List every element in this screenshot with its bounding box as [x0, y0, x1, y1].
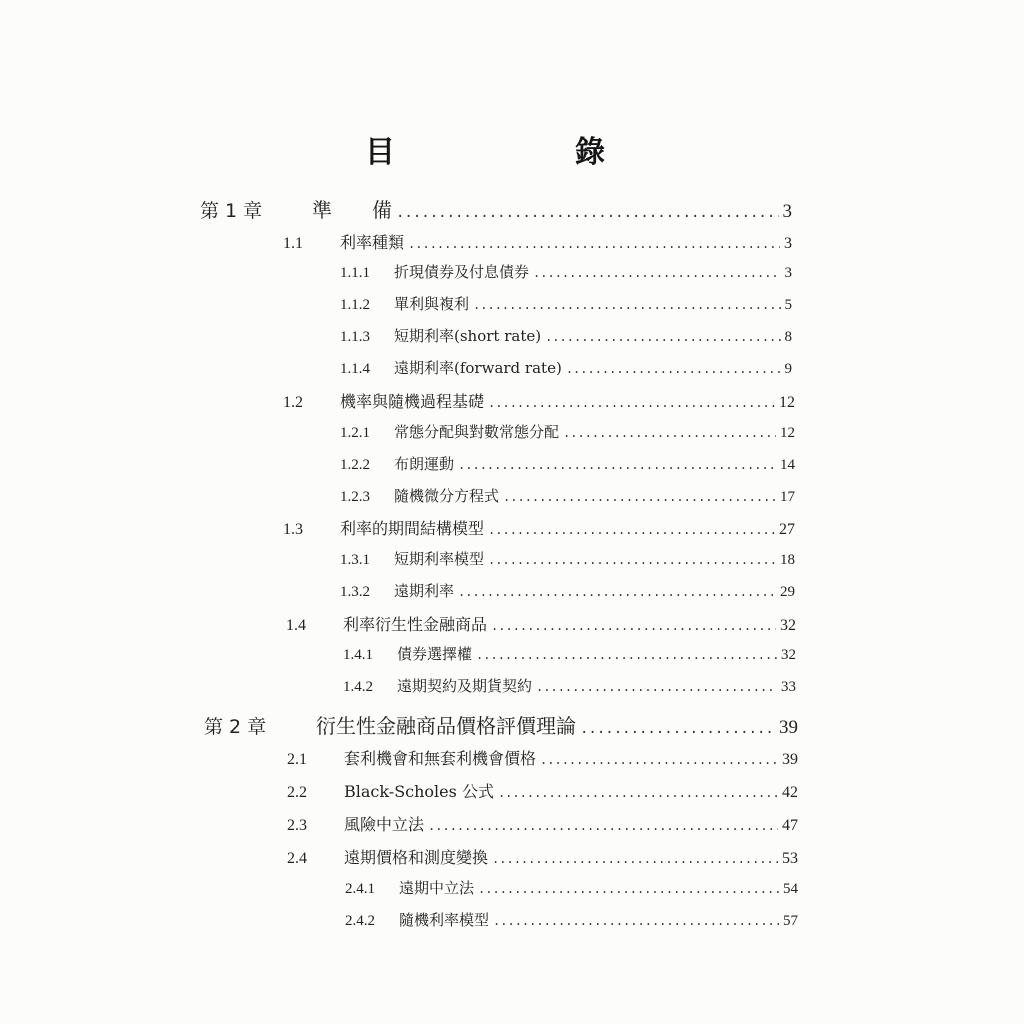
dot-leader — [491, 619, 776, 633]
dot-leader — [458, 585, 776, 599]
toc-entry-title: Black-Scholes 公式 — [344, 782, 494, 801]
toc-entry-page: 32 — [780, 617, 796, 634]
toc-entry-page: 3 — [784, 265, 792, 281]
dot-leader — [566, 362, 781, 376]
toc-entry-number: 第 2 章 — [204, 716, 267, 738]
toc-entry-subsection — [343, 675, 796, 703]
dot-leader — [503, 490, 776, 504]
toc-entry-title: 遠期契約及期貨契約 — [397, 677, 533, 695]
toc-entry-subsection — [340, 453, 795, 481]
toc-entry-number: 2.3 — [287, 817, 307, 834]
dot-leader — [488, 396, 775, 410]
dot-leader — [563, 426, 776, 440]
dot-leader — [408, 237, 780, 251]
toc-entry-page: 5 — [784, 297, 792, 313]
toc-entry-page: 57 — [783, 913, 798, 929]
toc-entry-page: 14 — [780, 457, 795, 473]
toc-entry-number: 第 1 章 — [200, 200, 263, 222]
toc-entry-page: 9 — [784, 361, 792, 377]
page-title: 目 錄 — [365, 135, 645, 170]
toc-entry-number: 2.2 — [287, 784, 307, 801]
toc-entry-page: 39 — [782, 751, 798, 768]
toc-entry-title: 衍生性金融商品價格評價理論 — [316, 714, 576, 738]
dot-leader — [476, 648, 777, 662]
toc-entry-title: 利率的期間結構模型 — [340, 519, 485, 538]
toc-entry-subsection — [345, 909, 798, 937]
toc-entry-subsection — [340, 421, 795, 449]
toc-entry-page: 47 — [782, 817, 798, 834]
toc-entry-number: 1.1.3 — [340, 329, 370, 345]
dot-leader — [473, 298, 780, 312]
dot-leader — [540, 753, 778, 767]
dot-leader — [545, 330, 780, 344]
toc-entry-title: 短期利率(short rate) — [394, 327, 542, 345]
toc-entry-number: 2.4.1 — [345, 881, 375, 897]
toc-entry-chapter — [200, 194, 792, 222]
toc-entry-page: 53 — [782, 850, 798, 867]
dot-leader — [493, 914, 779, 928]
toc-entry-number: 1.4.2 — [343, 679, 373, 695]
toc-entry-page: 17 — [780, 489, 795, 505]
toc-entry-subsection — [343, 643, 796, 671]
toc-entry-section — [283, 389, 795, 417]
toc-entry-number: 1.1.4 — [340, 361, 370, 377]
toc-entry-title: 遠期利率(forward rate) — [394, 359, 562, 377]
toc-entry-title: 風險中立法 — [344, 815, 425, 834]
toc-entry-page: 39 — [779, 717, 798, 738]
toc-entry-section — [283, 516, 795, 544]
dot-leader — [492, 852, 778, 866]
toc-entry-title: 利率種類 — [340, 233, 405, 252]
toc-entry-subsection — [340, 325, 792, 353]
toc-entry-number: 2.4 — [287, 850, 307, 867]
toc-entry-number: 1.3.1 — [340, 552, 370, 568]
dot-leader — [533, 266, 780, 280]
toc-entry-page: 27 — [779, 521, 795, 538]
toc-entry-title: 折現債券及付息債券 — [394, 263, 530, 281]
toc-entry-page: 32 — [781, 647, 796, 663]
toc-entry-number: 1.1.1 — [340, 265, 370, 281]
toc-entry-title: 遠期利率 — [394, 582, 455, 600]
dot-leader — [498, 786, 778, 800]
toc-entry-number: 1.1.2 — [340, 297, 370, 313]
toc-entry-title: 利率衍生性金融商品 — [343, 615, 488, 634]
toc-entry-title: 遠期價格和測度變換 — [344, 848, 489, 867]
toc-entry-section — [287, 812, 798, 840]
dot-leader — [478, 882, 779, 896]
toc-entry-page: 29 — [780, 584, 795, 600]
toc-entry-number: 2.1 — [287, 751, 307, 768]
toc-entry-title: 單利與複利 — [394, 295, 470, 313]
dot-leader — [488, 553, 776, 567]
toc-entry-page: 33 — [781, 679, 796, 695]
toc-entry-title: 隨機微分方程式 — [394, 487, 500, 505]
toc-entry-page: 12 — [780, 425, 795, 441]
dot-leader — [580, 721, 775, 737]
toc-entry-subsection — [340, 357, 792, 385]
toc-entry-title: 遠期中立法 — [399, 879, 475, 897]
toc-entry-section — [286, 612, 796, 640]
toc-entry-title: 機率與隨機過程基礎 — [340, 392, 485, 411]
toc-entry-title: 債券選擇權 — [397, 645, 473, 663]
toc-entry-number: 1.3.2 — [340, 584, 370, 600]
dot-leader — [428, 819, 778, 833]
toc-entry-page: 54 — [783, 881, 798, 897]
toc-entry-number: 1.3 — [283, 521, 303, 538]
toc-entry-subsection — [340, 293, 792, 321]
toc-entry-page: 3 — [782, 201, 792, 222]
toc-entry-page: 18 — [780, 552, 795, 568]
toc-entry-section — [283, 230, 792, 258]
dot-leader — [458, 458, 776, 472]
toc-entry-title: 布朗運動 — [394, 455, 455, 473]
toc-entry-subsection — [340, 548, 795, 576]
toc-entry-number: 1.1 — [283, 235, 303, 252]
toc-entry-title: 準 備 — [312, 198, 392, 222]
toc-entry-subsection — [340, 261, 792, 289]
toc-entry-section — [287, 779, 798, 807]
toc-entry-number: 1.2.3 — [340, 489, 370, 505]
toc-entry-section — [287, 845, 798, 873]
toc-entry-number: 1.2 — [283, 394, 303, 411]
toc-entry-page: 8 — [784, 329, 792, 345]
toc-entry-number: 1.2.2 — [340, 457, 370, 473]
toc-entry-title: 套利機會和無套利機會價格 — [344, 749, 537, 768]
toc-entry-title: 常態分配與對數常態分配 — [394, 423, 560, 441]
toc-entry-title: 短期利率模型 — [394, 550, 485, 568]
dot-leader — [396, 205, 779, 221]
toc-entry-page: 12 — [779, 394, 795, 411]
toc-entry-page: 42 — [782, 784, 798, 801]
toc-entry-subsection — [340, 580, 795, 608]
toc-entry-number: 1.4.1 — [343, 647, 373, 663]
toc-entry-number: 1.2.1 — [340, 425, 370, 441]
toc-entry-title: 隨機利率模型 — [399, 911, 490, 929]
toc-entry-section — [287, 746, 798, 774]
dot-leader — [536, 680, 777, 694]
dot-leader — [488, 523, 775, 537]
toc-entry-page: 3 — [784, 235, 792, 252]
toc-entry-subsection — [345, 877, 798, 905]
toc-entry-subsection — [340, 485, 795, 513]
toc-entry-number: 1.4 — [286, 617, 306, 634]
toc-entry-chapter — [204, 710, 798, 738]
toc-entry-number: 2.4.2 — [345, 913, 375, 929]
